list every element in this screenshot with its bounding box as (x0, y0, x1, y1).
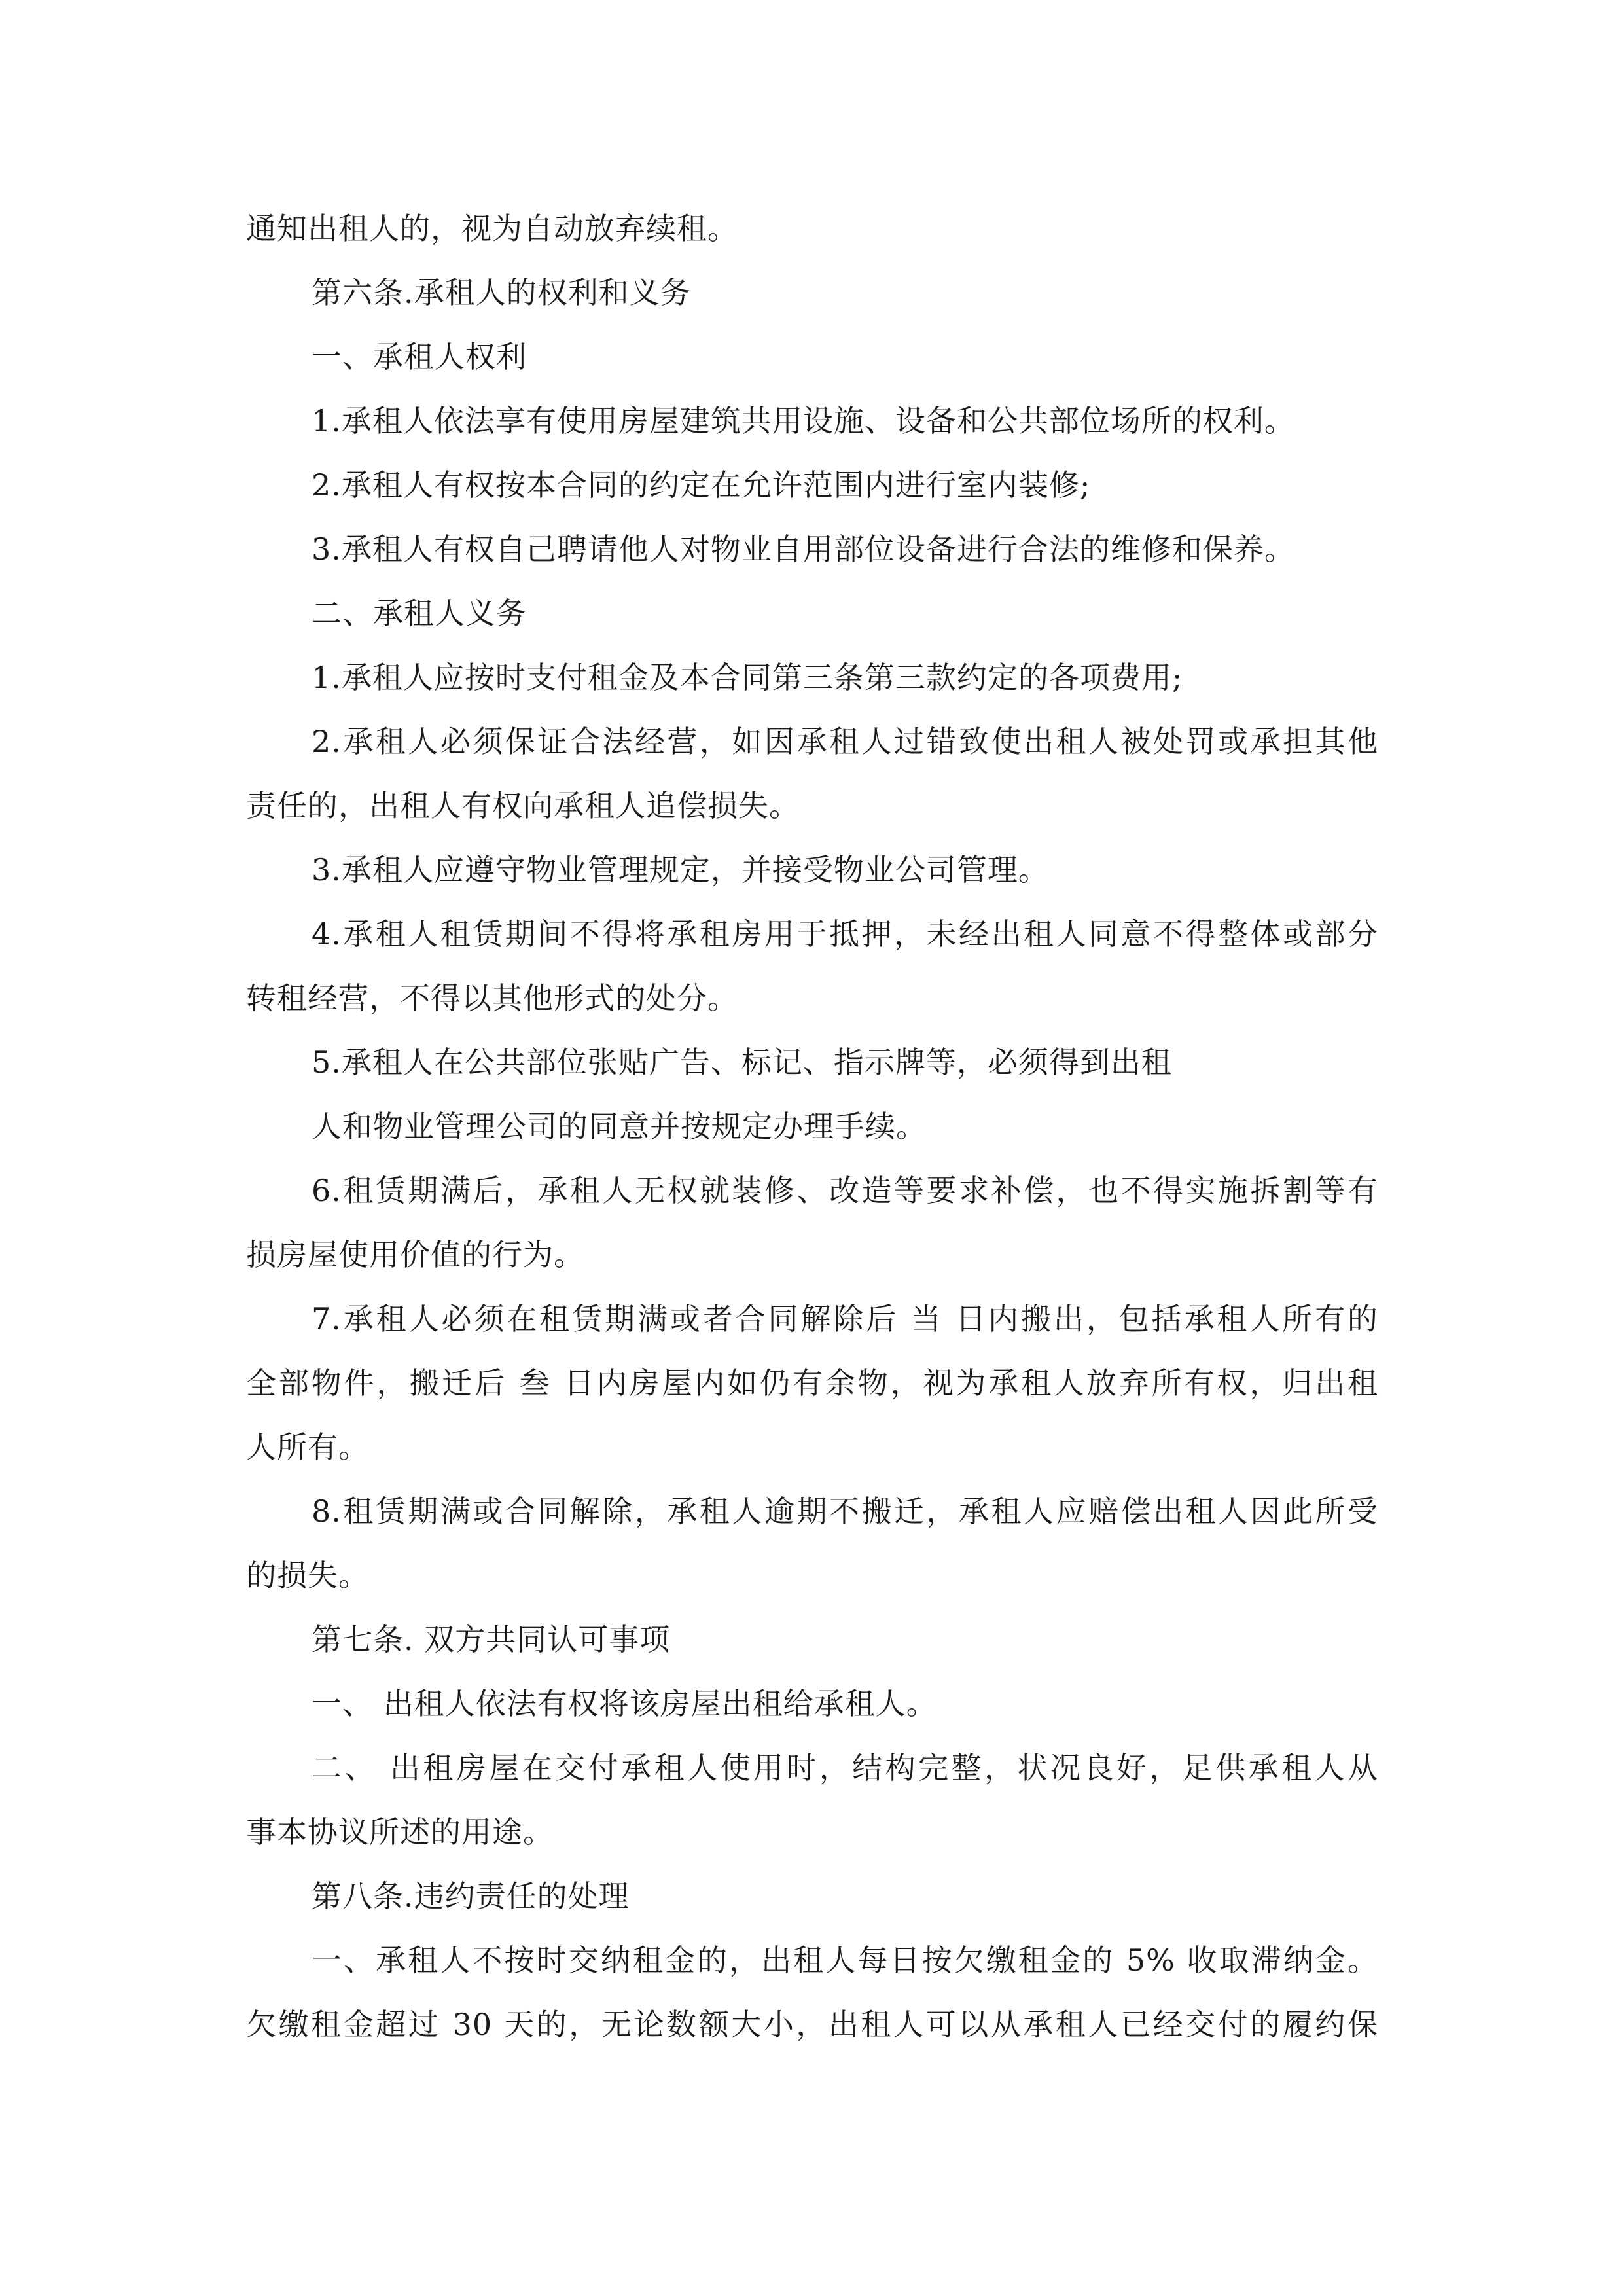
clause-continuation-line: 责任的，出租人有权向承租人追偿损失。 (246, 788, 800, 823)
paragraph-line: 通知出租人的，视为自动放弃续租。 (246, 211, 738, 246)
clause-line: 3.承租人应遵守物业管理规定，并接受物业公司管理。 (312, 852, 1049, 888)
clause-line: 7.承租人必须在租赁期满或者合同解除后 当 日内搬出，包括承租人所有的 (312, 1301, 1378, 1336)
clause-continuation-line: 全部物件，搬迁后 叁 日内房屋内如仍有余物，视为承租人放弃所有权，归出租 (246, 1365, 1378, 1401)
clause-line: 4.承租人租赁期间不得将承租房用于抵押，未经出租人同意不得整体或部分 (312, 916, 1378, 952)
clause-line: 2.承租人有权按本合同的约定在允许范围内进行室内装修; (312, 467, 1091, 503)
clause-continuation-line: 的损失。 (246, 1558, 369, 1593)
clause-line: 1.承租人依法享有使用房屋建筑共用设施、设备和公共部位场所的权利。 (312, 403, 1295, 439)
document-body (246, 196, 1378, 2056)
section-heading: 二、承租人义务 (312, 596, 527, 631)
clause-line: 二、 出租房屋在交付承租人使用时，结构完整，状况良好，足供承租人从 (312, 1750, 1378, 1785)
clause-line: 8.租赁期满或合同解除，承租人逾期不搬迁，承租人应赔偿出租人因此所受 (312, 1494, 1378, 1529)
article-heading: 第八条.违约责任的处理 (312, 1878, 630, 1914)
clause-continuation-line: 人所有。 (246, 1429, 369, 1465)
clause-line: 2.承租人必须保证合法经营，如因承租人过错致使出租人被处罚或承担其他 (312, 724, 1378, 759)
clause-continuation-line: 人和物业管理公司的同意并按规定办理手续。 (312, 1109, 927, 1144)
clause-line: 1.承租人应按时支付租金及本合同第三条第三款约定的各项费用; (312, 660, 1183, 695)
clause-continuation-line: 转租经营，不得以其他形式的处分。 (246, 980, 738, 1016)
clause-continuation-line: 事本协议所述的用途。 (246, 1814, 554, 1850)
clause-line: 一、 出租人依法有权将该房屋出租给承租人。 (312, 1686, 937, 1721)
section-heading: 一、承租人权利 (312, 339, 527, 374)
clause-line: 5.承租人在公共部位张贴广告、标记、指示牌等，必须得到出租 (312, 1045, 1172, 1080)
article-heading: 第六条.承租人的权利和义务 (312, 275, 691, 310)
clause-continuation-line: 欠缴租金超过 30 天的，无论数额大小，出租人可以从承租人已经交付的履约保 (246, 2007, 1378, 2042)
clause-line: 6.租赁期满后，承租人无权就装修、改造等要求补偿，也不得实施拆割等有 (312, 1173, 1378, 1208)
article-heading: 第七条. 双方共同认可事项 (312, 1622, 671, 1657)
clause-continuation-line: 损房屋使用价值的行为。 (246, 1237, 584, 1272)
clause-line: 一、承租人不按时交纳租金的，出租人每日按欠缴租金的 5% 收取滞纳金。 (312, 1943, 1378, 1978)
clause-line: 3.承租人有权自己聘请他人对物业自用部位设备进行合法的维修和保养。 (312, 531, 1295, 567)
